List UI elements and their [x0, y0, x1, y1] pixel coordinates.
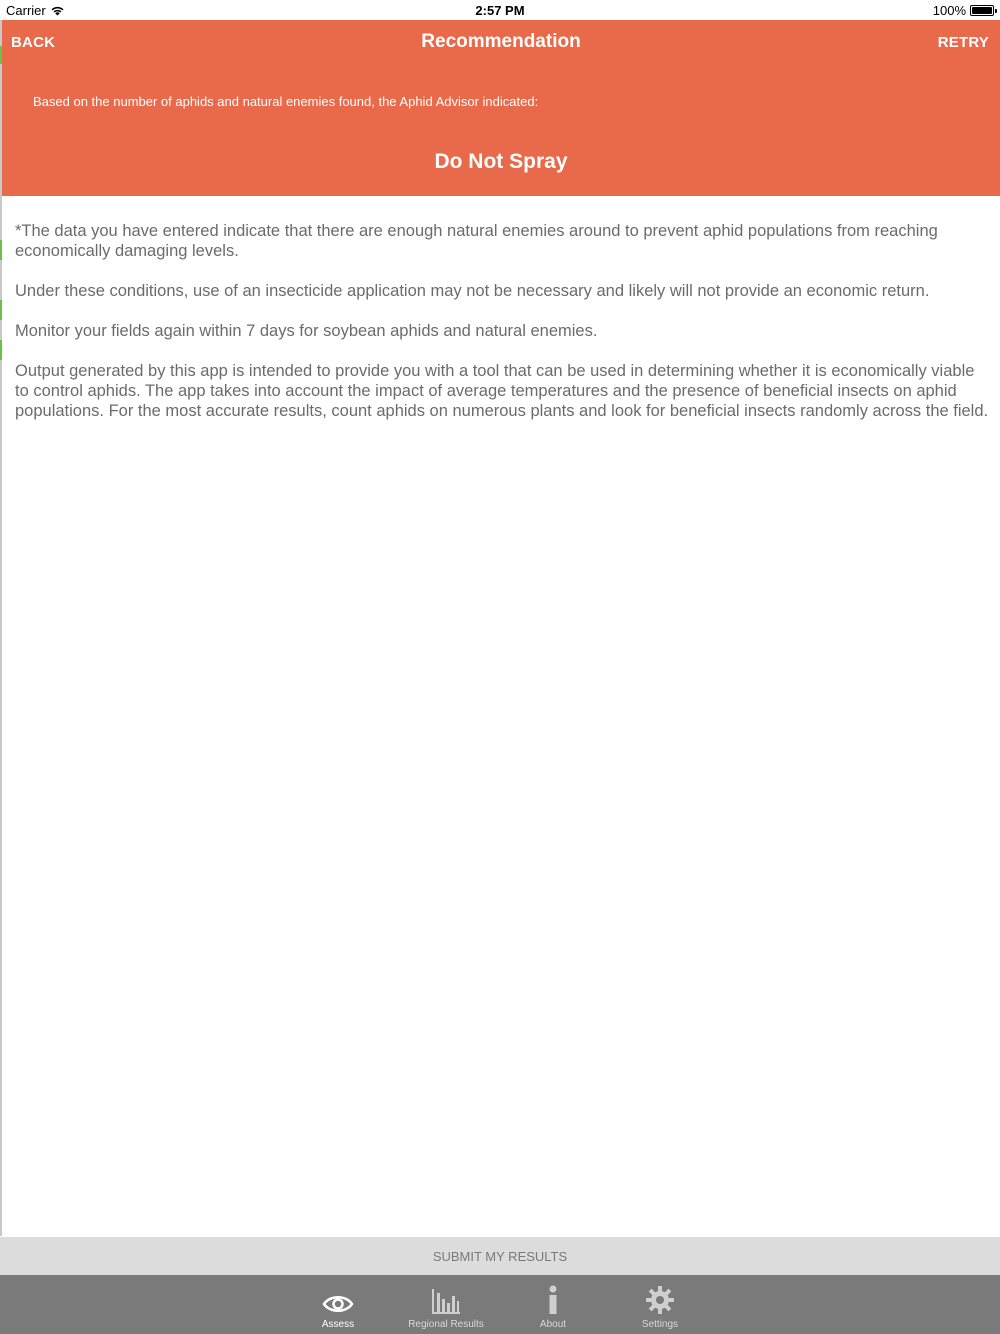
- bar-chart-icon: [431, 1281, 461, 1315]
- recommendation-header: [2, 20, 1000, 196]
- status-right: [933, 3, 994, 18]
- submit-results-button[interactable]: [0, 1237, 1000, 1275]
- details-paragraph: Under these conditions, use of an insecticide application may not be necessary and likely will not provide an economic return.: [15, 282, 930, 300]
- status-bar: [0, 0, 1000, 20]
- eye-icon: [322, 1281, 354, 1315]
- retry-button[interactable]: RETRY: [937, 34, 989, 51]
- status-time: 2:57 PM: [475, 3, 525, 18]
- battery-percent: 100%: [932, 3, 966, 18]
- tab-about[interactable]: [503, 1275, 603, 1334]
- page-title: Recommendation: [421, 31, 581, 52]
- tab-label: About: [539, 1319, 567, 1330]
- tab-settings[interactable]: [610, 1275, 710, 1334]
- tab-assess[interactable]: [288, 1275, 388, 1334]
- edge-marker: [0, 300, 2, 320]
- tab-label: Regional Results: [408, 1319, 484, 1330]
- tab-label: Settings: [641, 1319, 679, 1330]
- battery-icon: [970, 5, 994, 16]
- details-paragraph: Monitor your fields again within 7 days for soybean aphids and natural enemies.: [15, 322, 598, 340]
- tab-label: Assess: [321, 1319, 355, 1330]
- edge-strip: [0, 20, 2, 1236]
- tab-regional-results[interactable]: [396, 1275, 496, 1334]
- back-button[interactable]: BACK: [11, 34, 56, 51]
- tab-bar: [0, 1275, 1000, 1334]
- recommendation-verdict: Do Not Spray: [434, 150, 568, 173]
- submit-results-label: SUBMIT MY RESULTS: [432, 1248, 568, 1264]
- gear-icon: [645, 1281, 675, 1315]
- disclaimer-paragraph: Output generated by this app is intended to provide you with a tool that can be used in determining whether it is economically viable to control aphids. The app takes into account the impact of average temperatures and the presence of beneficial insects on aphid populations. For the most accurate results, count aphids on numerous plants and look for beneficial insects randomly across the field.: [15, 362, 989, 420]
- recommendation-details: [15, 221, 990, 441]
- edge-marker: [0, 240, 2, 260]
- edge-marker: [0, 340, 2, 360]
- carrier-label: Carrier: [6, 3, 46, 18]
- intro-text: Based on the number of aphids and natural enemies found, the Aphid Advisor indicated:: [33, 94, 539, 109]
- header-pointer: [452, 176, 544, 191]
- details-paragraph: *The data you have entered indicate that there are enough natural enemies around to prevent aphid populations from reaching economically damaging levels.: [15, 222, 938, 260]
- info-icon: [547, 1281, 559, 1315]
